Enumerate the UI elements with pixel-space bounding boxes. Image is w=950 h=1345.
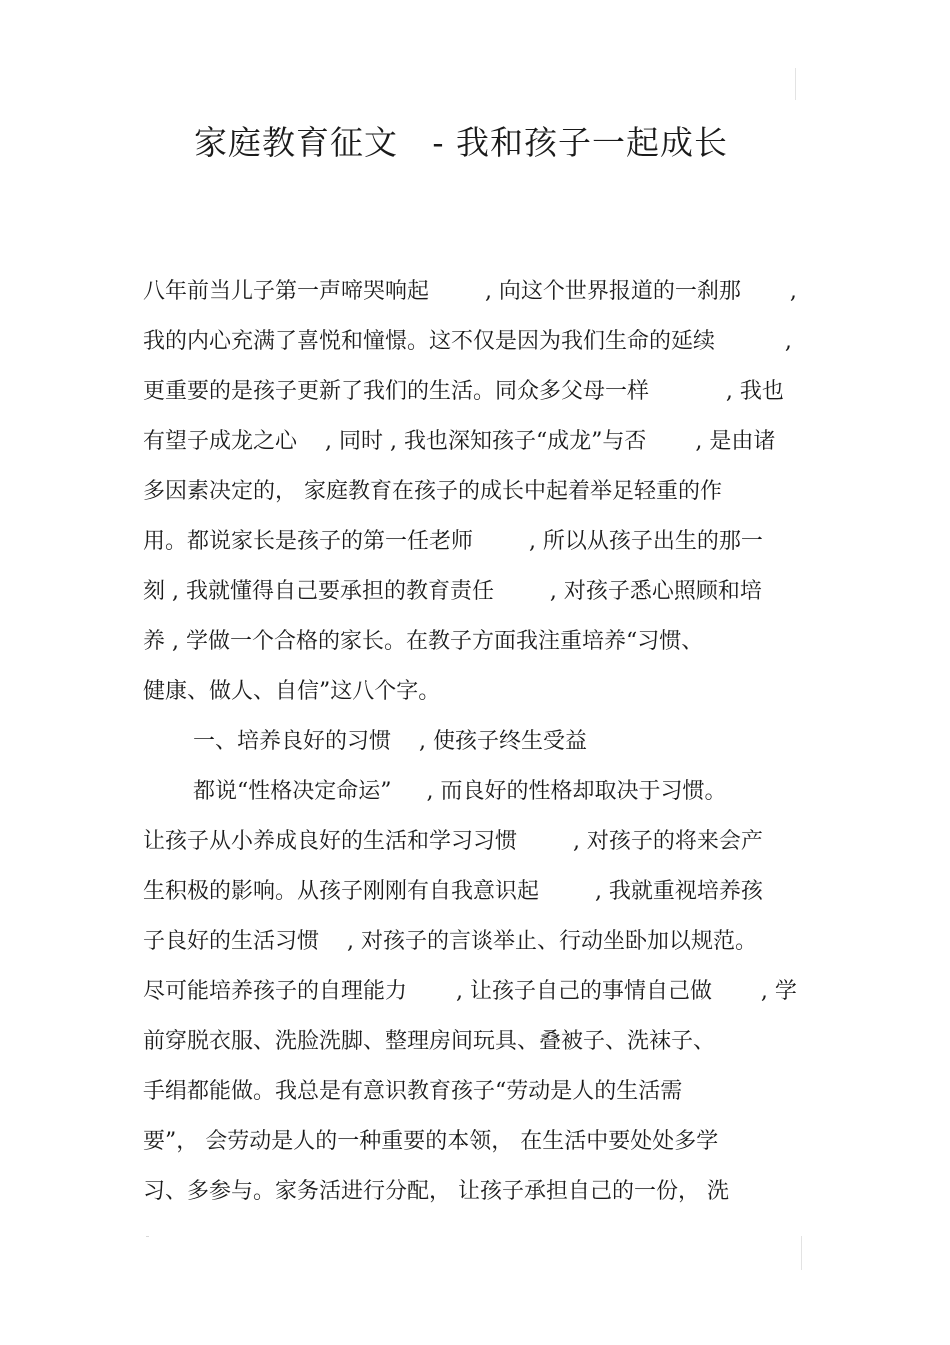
section-heading: 一、培养良好的习惯 , 使孩子终生受益 — [193, 729, 587, 754]
body-line: 尽可能培养孩子的自理能力 , 让孩子自己的事情自己做 , 学 — [143, 979, 797, 1004]
page-corner-mark — [146, 1236, 149, 1237]
document-body — [143, 267, 823, 1217]
document-title: 家庭教育征文 - 我和孩子一起成长 — [193, 123, 729, 162]
body-line: 手绢都能做。我总是有意识教育孩子“劳动是人的生活需 — [143, 1079, 683, 1104]
body-line: 健康、做人、自信”这八个字。 — [143, 679, 441, 704]
body-line: 让孩子从小养成良好的生活和学习习惯 , 对孩子的将来会产 — [143, 829, 763, 854]
body-line: 刻 , 我就懂得自己要承担的教育责任 , 对孩子悉心照顾和培 — [143, 579, 762, 604]
body-line: 都说“性格决定命运” , 而良好的性格却取决于习惯。 — [193, 779, 727, 804]
body-line: 习、多参与。家务活进行分配， 让孩子承担自己的一份， 洗 — [143, 1179, 729, 1204]
body-line: 八年前当儿子第一声啼哭响起 , 向这个世界报道的一刹那 , — [143, 279, 797, 304]
body-line: 要”， 会劳动是人的一种重要的本领， 在生活中要处处多学 — [143, 1129, 719, 1154]
body-line: 用。都说家长是孩子的第一任老师 , 所以从孩子出生的那一 — [143, 529, 763, 554]
body-line: 我的内心充满了喜悦和憧憬。这不仅是因为我们生命的延续 , — [143, 329, 792, 354]
body-line: 多因素决定的， 家庭教育在孩子的成长中起着举足轻重的作 — [143, 479, 722, 504]
body-line: 有望子成龙之心 , 同时 , 我也深知孩子“成龙”与否 , 是由诸 — [143, 429, 776, 454]
body-line: 前穿脱衣服、洗脸洗脚、整理房间玩具、叠被子、洗袜子、 — [143, 1029, 716, 1054]
body-line: 养 , 学做一个合格的家长。在教子方面我注重培养“习惯、 — [143, 629, 704, 654]
page-edge-line-top — [795, 68, 796, 100]
body-line: 更重要的是孩子更新了我们的生活。同众多父母一样 , 我也 — [143, 379, 784, 404]
page-edge-line-bottom — [801, 1236, 802, 1270]
body-line: 子良好的生活习惯 , 对孩子的言谈举止、行动坐卧加以规范。 — [143, 929, 757, 954]
body-line: 生积极的影响。从孩子刚刚有自我意识起 , 我就重视培养孩 — [143, 879, 763, 904]
